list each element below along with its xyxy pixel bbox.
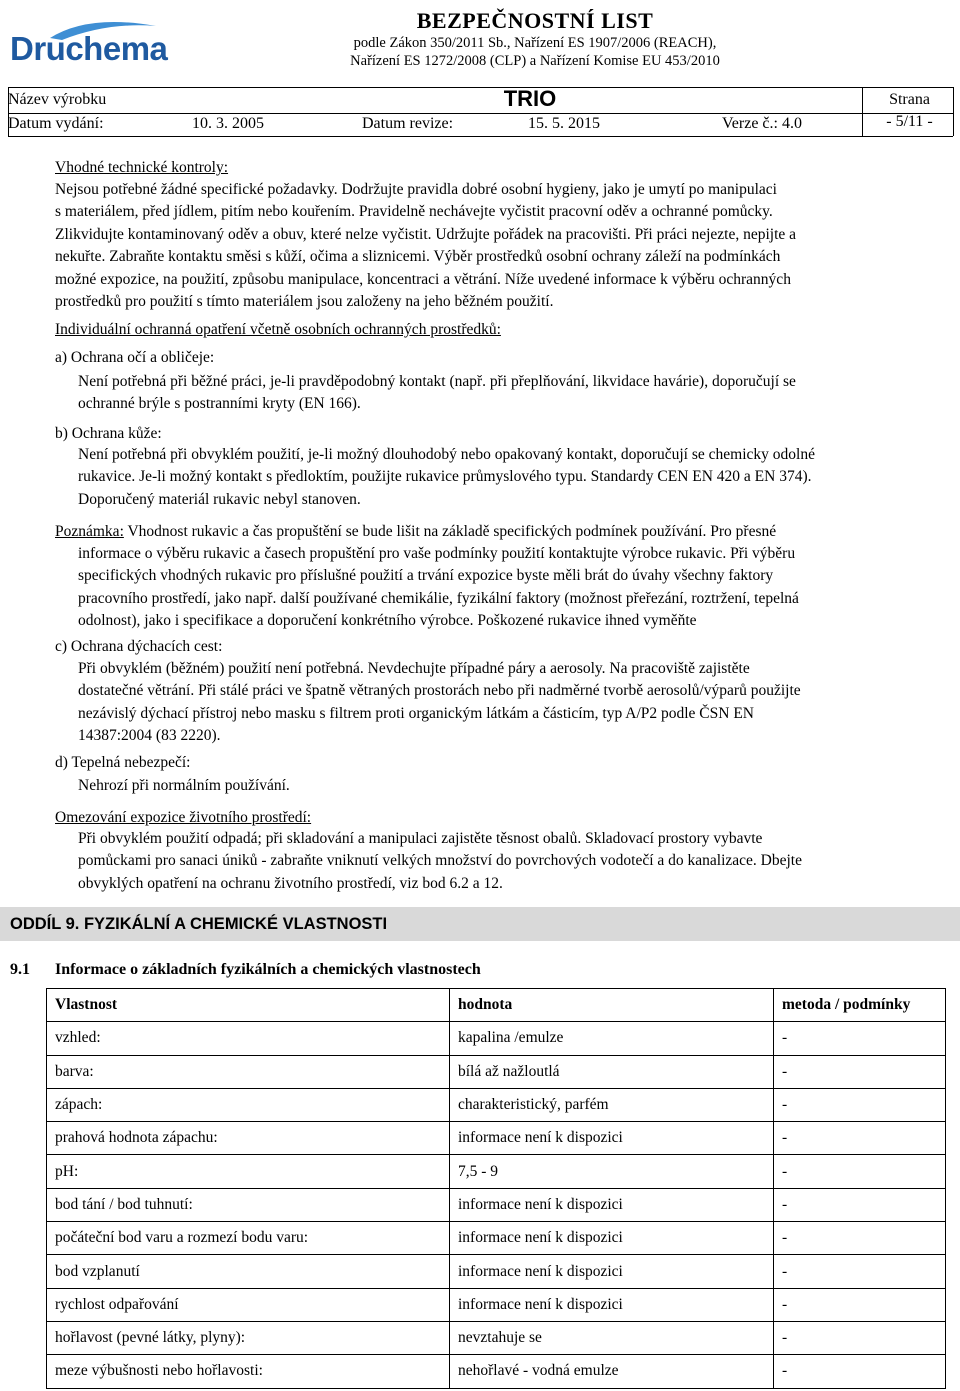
subsection-number: 9.1 xyxy=(10,961,30,978)
table-row xyxy=(47,1255,946,1288)
property-value: 7,5 - 9 xyxy=(450,1155,774,1188)
text-line: prostředků pro použití s tímto materiálem jsou založeny na jeho běžném použití. xyxy=(55,293,554,311)
text-line: obvyklých opatření na ochranu životního prostředí, viz bod 6.2 a 12. xyxy=(78,874,503,892)
revision-date-label: Datum revize: xyxy=(362,115,454,132)
table-header: metoda / podmínky xyxy=(774,989,946,1022)
thermal-hazards-text xyxy=(78,775,958,797)
property-method: - xyxy=(774,1022,946,1055)
subtitle-line: podle Zákon 350/2011 Sb., Nařízení ES 1907/2006 (REACH), xyxy=(353,35,717,51)
text-line: rukavice. Je-li možný kontakt s předloktím, použijte rukavice průmyslového typu. Standardy CEN EN 420 a EN 374). xyxy=(78,468,812,486)
text-line: s materiálem, před jídlem, pitím nebo kouřením. Pravidelně nechávejte vyčistit pracovní oděv a ochranné pomůcky. xyxy=(55,203,773,221)
subsection-title: Informace o základních fyzikálních a chemických vlastnostech xyxy=(55,961,481,978)
text-line: Při obvyklém použití odpadá; při skladování a manipulaci zajistěte těsnost obalů. Skladovací prostory vybavte xyxy=(78,830,763,847)
note-first-line xyxy=(55,521,935,543)
header-divider xyxy=(8,136,953,137)
version: Verze č.: 4.0 xyxy=(722,115,802,132)
table-row xyxy=(47,1355,946,1388)
property-value: informace není k dispozici xyxy=(450,1122,774,1155)
property-value: informace není k dispozici xyxy=(450,1188,774,1221)
tech-controls-heading: Vhodné technické kontroly: xyxy=(55,159,229,176)
text-line: pomůckami pro sanaci úniků - zabraňte vniknutí velkých množství do povrchových vodotečí a do kanalizace. Dbejte xyxy=(78,852,802,870)
table-header: hodnota xyxy=(450,989,774,1022)
text-line: specifických vhodných rukavic pro příslušné použití a trvání expozice byste měli brát do úvahy všechny faktory xyxy=(78,567,774,585)
subtitle-line: Nařízení ES 1272/2008 (CLP) a Nařízení Komise EU 453/2010 xyxy=(350,53,720,69)
company-logo xyxy=(10,18,180,78)
table-row xyxy=(47,1122,946,1155)
text-line: Není potřebná při obvyklém použití, je-li možný dlouhodobý nebo opakovaný kontakt, doporučují se chemicky odolné xyxy=(78,446,815,463)
table-row xyxy=(47,1088,946,1121)
document-subtitle xyxy=(330,34,740,70)
text-line: nezávislý dýchací přístroj nebo masku s filtrem proti organickým látkám a částicím, typ A/P2 podle ČSN EN xyxy=(78,704,754,722)
text-line: Při obvyklém (běžném) použití není potřebná. Nevdechujte případné páry a aerosoly. Na pracoviště zajistěte xyxy=(78,660,750,677)
page-number: - 5/11 - xyxy=(886,113,933,130)
text-line: Doporučený materiál rukavic nebyl stanoven. xyxy=(78,490,361,508)
property-value: informace není k dispozici xyxy=(450,1288,774,1321)
thermal-hazards-label: d) Tepelná nebezpečí: xyxy=(55,754,191,771)
property-method: - xyxy=(774,1288,946,1321)
property-value: nehořlavé - vodná emulze xyxy=(450,1355,774,1388)
property-name: meze výbušnosti nebo hořlavosti: xyxy=(47,1355,450,1388)
revision-date: 15. 5. 2015 xyxy=(528,115,600,132)
property-value: kapalina /emulze xyxy=(450,1022,774,1055)
property-name: vzhled: xyxy=(47,1022,450,1055)
property-name: barva: xyxy=(47,1055,450,1088)
property-name: zápach: xyxy=(47,1088,450,1121)
property-method: - xyxy=(774,1321,946,1354)
tech-controls-text xyxy=(55,179,935,313)
product-label: Název výrobku xyxy=(8,91,107,108)
product-name: TRIO xyxy=(503,86,557,111)
document-title: BEZPEČNOSTNÍ LIST xyxy=(416,8,654,33)
table-header: Vlastnost xyxy=(47,989,450,1022)
property-value: informace není k dispozici xyxy=(450,1222,774,1255)
property-method: - xyxy=(774,1088,946,1121)
env-exposure-heading: Omezování expozice životního prostředí: xyxy=(55,809,312,826)
skin-protection-text xyxy=(78,444,958,511)
table-row xyxy=(47,1321,946,1354)
text-line: informace o výběru rukavic a časech propuštění pro vaše podmínky použití kontaktujte výrobce rukavic. Při výběru xyxy=(78,545,796,562)
text-line: Zlikvidujte kontaminovaný oděv a obuv, které nelze vyčistit. Udržujte pořádek na pracovišti. Při práci nejezte, nepijte a xyxy=(55,225,797,243)
table-row xyxy=(47,1288,946,1321)
note-text-block xyxy=(78,543,958,633)
property-method: - xyxy=(774,1155,946,1188)
issue-date: 10. 3. 2005 xyxy=(192,115,264,132)
header-divider xyxy=(8,113,953,114)
text-line: Nejsou potřebné žádné specifické požadavky. Dodržujte pravidla dobré osobní hygieny, jako je umytí po manipulaci xyxy=(55,181,777,198)
property-method: - xyxy=(774,1188,946,1221)
text-line: 14387:2004 (83 2220). xyxy=(78,727,221,745)
property-method: - xyxy=(774,1122,946,1155)
table-row xyxy=(47,1188,946,1221)
text-line: nekuřte. Zabraňte kontaktu směsi s kůží, očima a sliznicemi. Výběr prostředků osobní ochrany záleží na podmínkách xyxy=(55,248,781,266)
text-line: odolnost), jako i specifikace a doporučení konkrétního výrobce. Poškozené rukavice ihned vyměňte xyxy=(78,612,697,630)
note-label: Poznámka: xyxy=(55,523,124,540)
property-method: - xyxy=(774,1255,946,1288)
table-row xyxy=(47,1155,946,1188)
text-line: možné expozice, na použití, způsobu manipulace, koncentraci a větrání. Níže uvedené informace k výběru ochranných xyxy=(55,270,791,288)
property-method: - xyxy=(774,1222,946,1255)
table-row xyxy=(47,1055,946,1088)
property-name: rychlost odpařování xyxy=(47,1288,450,1321)
property-method: - xyxy=(774,1355,946,1388)
property-name: pH: xyxy=(47,1155,450,1188)
table-row xyxy=(47,1022,946,1055)
respiratory-protection-text xyxy=(78,658,958,748)
property-name: počáteční bod varu a rozmezí bodu varu: xyxy=(47,1222,450,1255)
note-text: Vhodnost rukavic a čas propuštění se bude lišit na základě specifických podmínek používání. Pro přesné xyxy=(123,523,777,540)
property-value: charakteristický, parfém xyxy=(450,1088,774,1121)
properties-table xyxy=(46,988,946,1389)
text-line: pracovního prostředí, jako např. další používané chemikálie, fyzikální faktory (možnost přeřezání, roztržení, tepelná xyxy=(78,589,799,607)
section-title: ODDÍL 9. FYZIKÁLNÍ A CHEMICKÉ VLASTNOSTI xyxy=(10,915,388,933)
property-value: nevztahuje se xyxy=(450,1321,774,1354)
respiratory-protection-label: c) Ochrana dýchacích cest: xyxy=(55,638,223,655)
text-line: dostatečné větrání. Při stálé práci ve špatně větraných prostorách nebo při nadměrné tvorbě aerosolů/výparů použijte xyxy=(78,682,801,700)
table-row xyxy=(47,1222,946,1255)
table-header-row xyxy=(47,989,946,1022)
eye-protection-text xyxy=(78,371,958,416)
skin-protection-label: b) Ochrana kůže: xyxy=(55,425,162,442)
property-name: prahová hodnota zápachu: xyxy=(47,1122,450,1155)
ppe-heading: Individuální ochranná opatření včetně osobních ochranných prostředků: xyxy=(55,321,501,338)
issue-date-label: Datum vydání: xyxy=(8,115,104,132)
property-name: bod vzplanutí xyxy=(47,1255,450,1288)
logo-text: Druchema xyxy=(10,30,168,67)
property-value: bílá až nažloutlá xyxy=(450,1055,774,1088)
page-label: Strana xyxy=(889,91,930,108)
eye-protection-label: a) Ochrana očí a obličeje: xyxy=(55,349,215,366)
property-method: - xyxy=(774,1055,946,1088)
property-name: hořlavost (pevné látky, plyny): xyxy=(47,1321,450,1354)
property-name: bod tání / bod tuhnutí: xyxy=(47,1188,450,1221)
text-line: Není potřebná při běžné práci, je-li pravděpodobný kontakt (např. při přeplňování, likvidace havárie), doporučují se xyxy=(78,373,796,390)
env-exposure-text xyxy=(78,828,958,895)
text-line: Nehrozí při normálním používání. xyxy=(78,777,290,794)
text-line: ochranné brýle s postranními kryty (EN 166). xyxy=(78,395,361,413)
property-value: informace není k dispozici xyxy=(450,1255,774,1288)
